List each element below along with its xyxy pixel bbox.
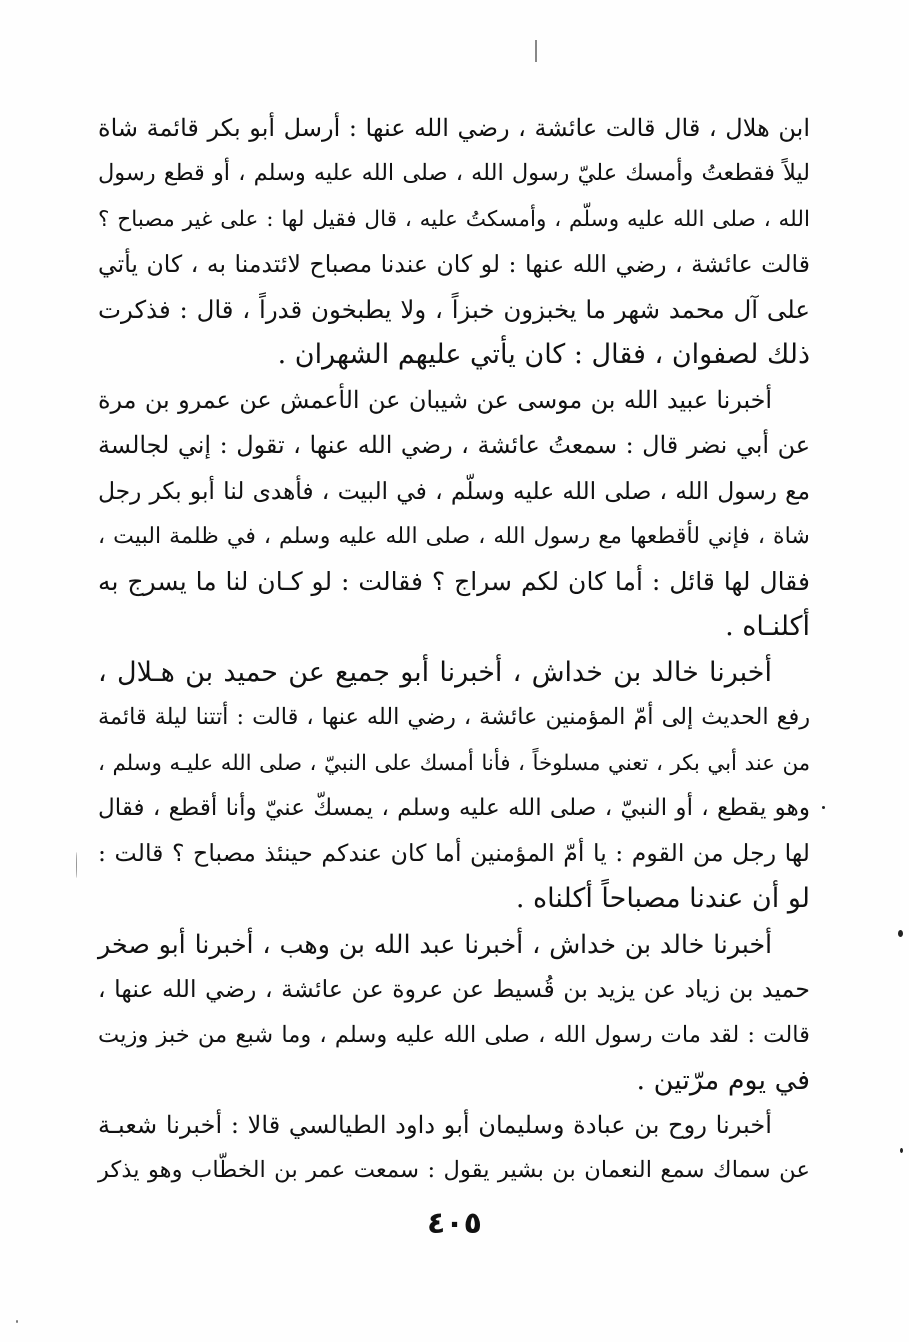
text-line: وهو يقطع ، أو النبيّ ، صلى الله عليه وسلم ، يمسكّ عنيّ وأنا أقطع ، فقال bbox=[98, 794, 810, 821]
paragraph-2 bbox=[98, 378, 810, 650]
scan-speck bbox=[898, 930, 903, 937]
text-line: أخبرنا خالد بن خداش ، أخبرنا عبد الله بن وهب ، أخبرنا أبو صخر bbox=[98, 930, 772, 959]
text-line: من عند أبي بكر ، تعني مسلوخاً ، فأنا أمسك على النبيّ ، صلى الله عليـه وسلم ، bbox=[98, 750, 810, 776]
text-line: شاة ، فإني لأقطعها مع رسول الله ، صلى الله عليه وسلم ، في ظلمة البيت ، bbox=[98, 522, 810, 549]
text-line: ذلك لصفوان ، فقال : كان يأتي عليهم الشهران . bbox=[277, 339, 810, 371]
text-line: قالت : لقد مات رسول الله ، صلى الله عليه وسلم ، وما شبع من خبز وزيت bbox=[98, 1021, 810, 1048]
text-line: لو أن عندنا مصباحاً أكلناه . bbox=[515, 883, 810, 915]
scan-mark bbox=[535, 40, 537, 62]
text-line: ليلاً فقطعتُ وأمسك عليّ رسول الله ، صلى الله عليه وسلم ، أو قطع رسول bbox=[98, 160, 810, 187]
text-line: فقال لها قائل : أما كان لكم سراج ؟ فقالت : لو كـان لنا ما يسرج به bbox=[98, 567, 810, 597]
text-line: عن سماك سمع النعمان بن بشير يقول : سمعت عمر بن الخطّاب وهو يذكر bbox=[98, 1157, 810, 1184]
text-line: في يوم مرّتين . bbox=[636, 1064, 810, 1096]
paragraph-3 bbox=[98, 650, 810, 922]
text-line: أخبرنا روح بن عبادة وسليمان أبو داود الطيالسي قالا : أخبرنا شعبـة bbox=[98, 1111, 772, 1139]
text-line: على آل محمد شهر ما يخبزون خبزاً ، ولا يطبخون قدراً ، قال : فذكرت bbox=[98, 295, 810, 325]
text-line: أخبرنا خالد بن خداش ، أخبرنا أبو جميع عن حميد بن هـلال ، bbox=[98, 657, 772, 688]
text-line: ابن هلال ، قال قالت عائشة ، رضي الله عنها : أرسل أبو بكر قائمة شاة bbox=[98, 114, 810, 142]
paragraph-5 bbox=[98, 1103, 810, 1194]
scan-speck bbox=[76, 852, 77, 878]
scan-speck bbox=[16, 1320, 18, 1323]
page-number: ٤٠٥ bbox=[427, 1206, 482, 1241]
scan-speck bbox=[822, 806, 825, 809]
text-line: لها رجل من القوم : يا أمّ المؤمنين أما كان عندكم حينئذ مصباح ؟ قالت : bbox=[98, 839, 810, 868]
text-line: رفع الحديث إلى أمّ المؤمنين عائشة ، رضي الله عنها ، قالت : أتتنا ليلة قائمة bbox=[98, 704, 810, 731]
text-line: قالت عائشة ، رضي الله عنها : لو كان عندنا مصباح لائتدمنا به ، كان يأتي bbox=[98, 249, 810, 278]
text-line: حميد بن زياد عن يزيد بن قُسيط عن عروة عن عائشة ، رضي الله عنها ، bbox=[98, 975, 810, 1004]
text-line: عن أبي نضر قال : سمعتُ عائشة ، رضي الله عنها ، تقول : إني لجالسة bbox=[98, 431, 810, 460]
paragraph-1 bbox=[98, 106, 810, 378]
text-line: أخبرنا عبيد الله بن موسى عن شيبان عن الأعمش عن عمرو بن مرة bbox=[98, 386, 772, 414]
text-line: أكلنـاه . bbox=[725, 611, 810, 643]
text-line: مع رسول الله ، صلى الله عليه وسلّم ، في البيت ، فأهدى لنا أبو بكر رجل bbox=[98, 477, 810, 505]
text-line: الله ، صلى الله عليه وسلّم ، وأمسكتُ عليه ، قال فقيل لها : على غير مصباح ؟ bbox=[98, 206, 810, 232]
scan-speck bbox=[900, 1148, 903, 1153]
paragraph-4 bbox=[98, 922, 810, 1103]
